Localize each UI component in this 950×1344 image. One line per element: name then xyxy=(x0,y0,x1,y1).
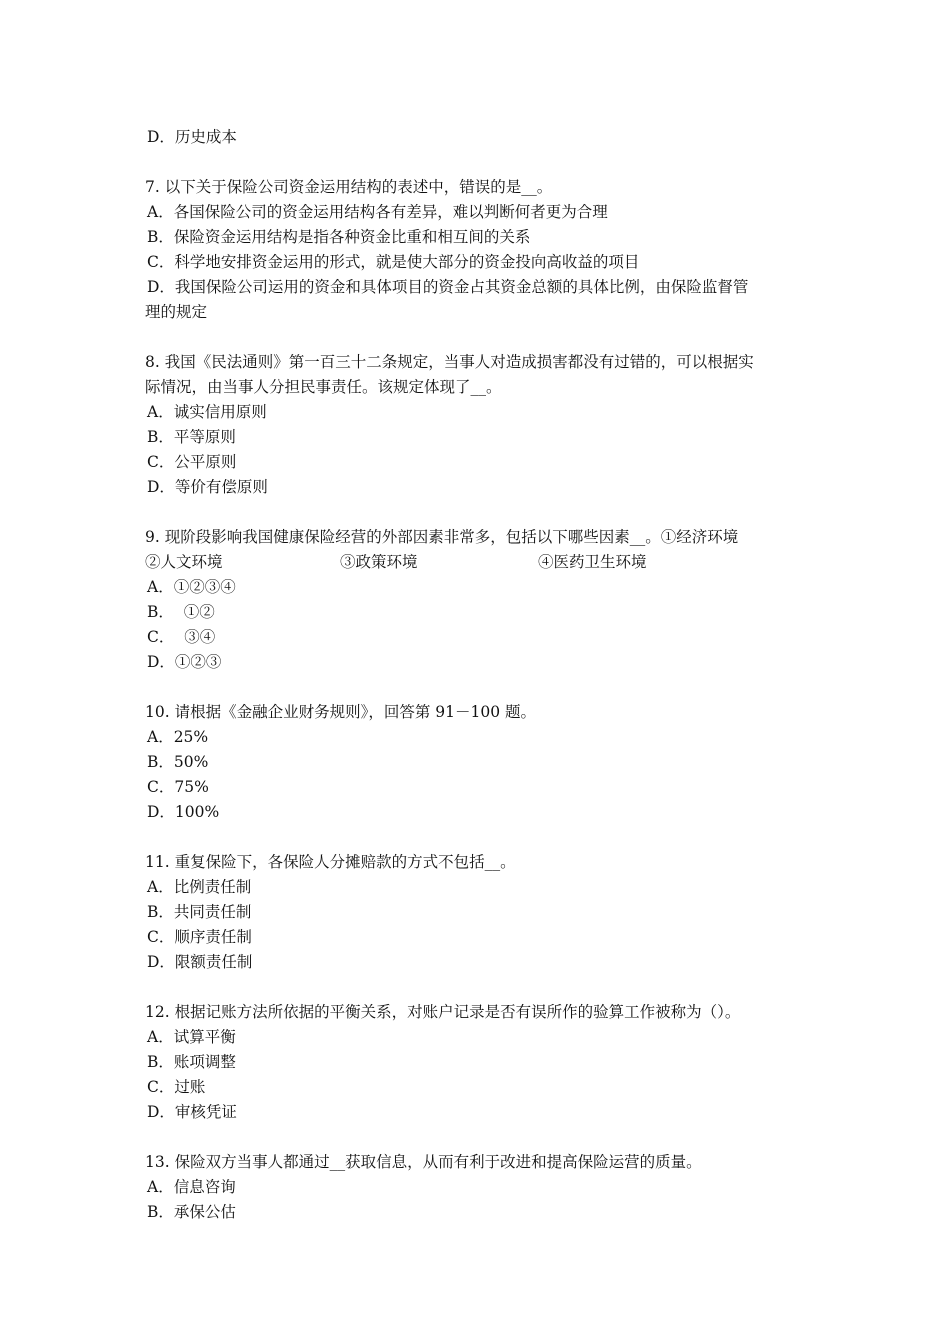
option-c: C．75% xyxy=(147,778,209,796)
question-stem-continued: 际情况，由当事人分担民事责任。该规定体现了__。 xyxy=(145,378,502,396)
question-stem: 13. 保险双方当事人都通过__获取信息，从而有利于改进和提高保险运营的质量。 xyxy=(145,1153,702,1171)
option-b: B．账项调整 xyxy=(147,1053,236,1071)
option-d: D．等价有偿原则 xyxy=(147,478,268,496)
option-c: C．过账 xyxy=(147,1078,206,1096)
option-d: D．限额责任制 xyxy=(147,953,253,971)
factor-2: ②人文环境 xyxy=(145,553,223,571)
question-13 xyxy=(145,1150,810,1225)
question-stem: 12. 根据记账方法所依据的平衡关系，对账户记录是否有误所作的验算工作被称为（）。 xyxy=(145,1003,741,1021)
option-a: A．诚实信用原则 xyxy=(147,403,267,421)
question-stem: 7. 以下关于保险公司资金运用结构的表述中，错误的是__。 xyxy=(145,178,553,196)
option-b: B．保险资金运用结构是指各种资金比重和相互间的关系 xyxy=(147,228,531,246)
option-a: A．信息咨询 xyxy=(147,1178,236,1196)
option-a: A．25% xyxy=(147,728,209,746)
factor-4: ④医药卫生环境 xyxy=(538,553,647,571)
question-11 xyxy=(145,850,810,975)
question-stem: 11. 重复保险下，各保险人分摊赔款的方式不包括__。 xyxy=(145,853,516,871)
option-d: D．100% xyxy=(147,803,220,821)
option-b: B．承保公估 xyxy=(147,1203,236,1221)
option-b: B．共同责任制 xyxy=(147,903,252,921)
option-c: C．科学地安排资金运用的形式，就是使大部分的资金投向高收益的项目 xyxy=(147,253,640,271)
question-9 xyxy=(145,525,810,675)
option-b: B．50% xyxy=(147,753,209,771)
question-stem: 8. 我国《民法通则》第一百三十二条规定，当事人对造成损害都没有过错的，可以根据实 xyxy=(145,353,754,371)
option-a: A．试算平衡 xyxy=(147,1028,236,1046)
question-12 xyxy=(145,1000,810,1125)
option-d: D．①②③ xyxy=(147,653,222,671)
option-d-continued: 理的规定 xyxy=(145,303,208,321)
factor-3: ③政策环境 xyxy=(340,553,418,571)
option-a: A．比例责任制 xyxy=(147,878,252,896)
option-b: B． ①② xyxy=(147,603,215,621)
option-c: C．顺序责任制 xyxy=(147,928,252,946)
option-b: B．平等原则 xyxy=(147,428,236,446)
option-d-prev: D．历史成本 xyxy=(147,128,237,146)
question-stem-factors xyxy=(145,550,810,575)
question-7 xyxy=(145,175,810,325)
question-10 xyxy=(145,700,810,825)
option-c: C． ③④ xyxy=(147,628,216,646)
document-page xyxy=(145,125,810,1225)
question-stem: 9. 现阶段影响我国健康保险经营的外部因素非常多，包括以下哪些因素__。①经济环境 xyxy=(145,528,739,546)
option-d: D．我国保险公司运用的资金和具体项目的资金占其资金总额的具体比例，由保险监督管 xyxy=(147,278,749,296)
option-d: D．审核凭证 xyxy=(147,1103,237,1121)
option-c: C．公平原则 xyxy=(147,453,237,471)
option-a: A．各国保险公司的资金运用结构各有差异，难以判断何者更为合理 xyxy=(147,203,608,221)
option-a: A．①②③④ xyxy=(147,578,236,596)
question-8 xyxy=(145,350,810,500)
question-stem: 10. 请根据《金融企业财务规则》，回答第 91－100 题。 xyxy=(145,703,536,721)
